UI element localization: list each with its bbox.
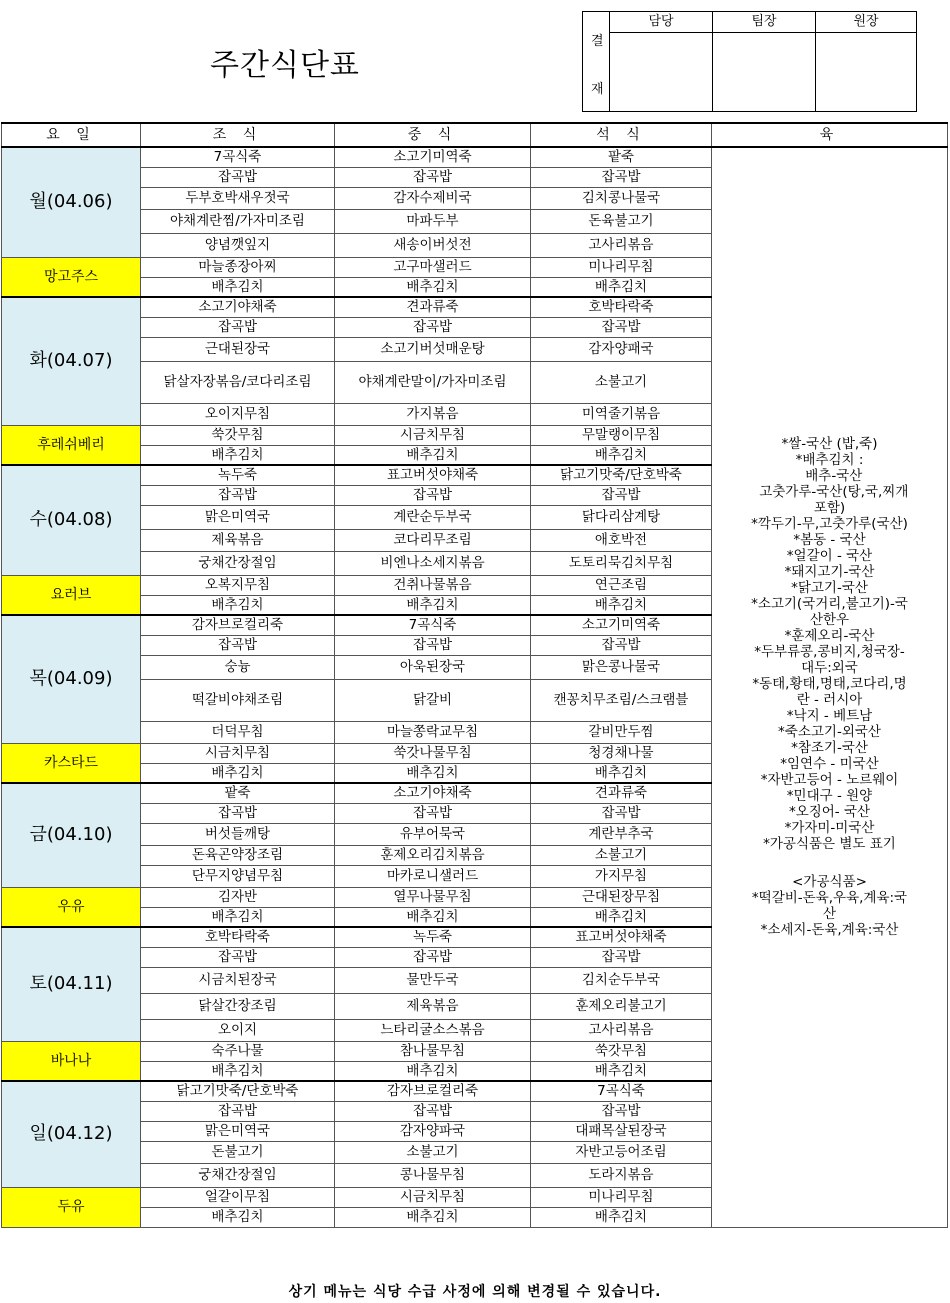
origin-note-line xyxy=(712,852,947,874)
breakfast-item: 잡곡밥 xyxy=(141,485,335,505)
breakfast-item: 배추김치 xyxy=(141,445,335,465)
breakfast-item: 궁채간장절임 xyxy=(141,551,335,575)
lunch-item: 야채계란말이/가자미조림 xyxy=(335,361,531,403)
lunch-item: 물만두국 xyxy=(335,967,531,993)
approval-col-leader xyxy=(713,12,816,111)
lunch-item: 소고기야채죽 xyxy=(335,783,531,803)
lunch-item: 콩나물무침 xyxy=(335,1163,531,1187)
approval-header: 담당 xyxy=(610,12,712,33)
lunch-item: 감자양파국 xyxy=(335,1121,531,1141)
lunch-item: 소고기버섯매운탕 xyxy=(335,337,531,361)
dinner-item: 배추김치 xyxy=(531,277,712,297)
dinner-item: 계란부추국 xyxy=(531,823,712,845)
dinner-item: 견과류죽 xyxy=(531,783,712,803)
origin-note-line: *민대구 - 원양 xyxy=(786,788,873,805)
origin-note-line: *동태,황태,명태,코다리,명 xyxy=(752,676,907,693)
dinner-item: 배추김치 xyxy=(531,1207,712,1227)
lunch-item: 마파두부 xyxy=(335,209,531,233)
approval-side-char: 결 xyxy=(591,34,604,49)
lunch-item: 제육볶음 xyxy=(335,993,531,1019)
dinner-item: 김치순두부국 xyxy=(531,967,712,993)
dinner-item: 잡곡밥 xyxy=(531,485,712,505)
breakfast-item: 야채계란찜/가자미조림 xyxy=(141,209,335,233)
dinner-item: 배추김치 xyxy=(531,595,712,615)
breakfast-item: 잡곡밥 xyxy=(141,947,335,967)
breakfast-item: 배추김치 xyxy=(141,1207,335,1227)
approval-col-staff xyxy=(610,12,713,111)
dinner-item: 연근조림 xyxy=(531,575,712,595)
dinner-item: 미나리무침 xyxy=(531,257,712,277)
breakfast-item: 제육볶음 xyxy=(141,529,335,551)
origin-note-line: *오징어- 국산 xyxy=(788,804,871,821)
lunch-item: 느타리굴소스볶음 xyxy=(335,1019,531,1041)
lunch-item: 가지볶음 xyxy=(335,403,531,425)
origin-note-line: *쌀-국산 (밥,죽) xyxy=(781,436,878,453)
breakfast-item: 버섯들깨탕 xyxy=(141,823,335,845)
lunch-item: 배추김치 xyxy=(335,907,531,927)
lunch-item: 7곡식죽 xyxy=(335,615,531,635)
dinner-item: 소고기미역죽 xyxy=(531,615,712,635)
origin-note-line: 산 xyxy=(822,906,837,923)
dinner-item: 훈제오리불고기 xyxy=(531,993,712,1019)
dinner-item: 잡곡밥 xyxy=(531,635,712,655)
dinner-item: 대패목살된장국 xyxy=(531,1121,712,1141)
col-header-dinner: 석 식 xyxy=(531,123,712,147)
origin-note-line: *자반고등어 - 노르웨이 xyxy=(760,772,899,789)
col-header-origin: 육 xyxy=(712,123,948,147)
approval-side-char: 재 xyxy=(591,82,604,97)
lunch-item: 잡곡밥 xyxy=(335,167,531,187)
dinner-item: 애호박전 xyxy=(531,529,712,551)
origin-note-line: *봄동 - 국산 xyxy=(793,532,866,549)
breakfast-item: 배추김치 xyxy=(141,907,335,927)
dinner-item: 김치콩나물국 xyxy=(531,187,712,209)
breakfast-item: 쑥갓무침 xyxy=(141,425,335,445)
lunch-item: 시금치무침 xyxy=(335,425,531,445)
breakfast-item: 오이지 xyxy=(141,1019,335,1041)
lunch-item: 감자브로컬리죽 xyxy=(335,1081,531,1101)
breakfast-item: 잡곡밥 xyxy=(141,803,335,823)
dinner-item: 갈비만두찜 xyxy=(531,721,712,743)
lunch-item: 소불고기 xyxy=(335,1141,531,1163)
lunch-item: 소고기미역죽 xyxy=(335,147,531,167)
dinner-item: 배추김치 xyxy=(531,445,712,465)
breakfast-item: 시금치무침 xyxy=(141,743,335,763)
dinner-item: 무말랭이무침 xyxy=(531,425,712,445)
breakfast-item: 떡갈비야채조림 xyxy=(141,679,335,721)
lunch-item: 잡곡밥 xyxy=(335,317,531,337)
snack-label: 후레쉬베리 xyxy=(2,425,141,465)
dinner-item: 청경채나물 xyxy=(531,743,712,763)
dinner-item: 캔꽁치무조림/스크램블 xyxy=(531,679,712,721)
breakfast-item: 김자반 xyxy=(141,887,335,907)
dinner-item: 도라지볶음 xyxy=(531,1163,712,1187)
lunch-item: 잡곡밥 xyxy=(335,947,531,967)
dinner-item: 배추김치 xyxy=(531,763,712,783)
breakfast-item: 닭살간장조림 xyxy=(141,993,335,1019)
lunch-item: 마카로니샐러드 xyxy=(335,865,531,887)
breakfast-item: 두부호박새우젓국 xyxy=(141,187,335,209)
dinner-item: 잡곡밥 xyxy=(531,1101,712,1121)
breakfast-item: 호박타락죽 xyxy=(141,927,335,947)
col-header-breakfast: 조 식 xyxy=(141,123,335,147)
breakfast-item: 닭고기맛죽/단호박죽 xyxy=(141,1081,335,1101)
snack-label: 두유 xyxy=(2,1187,141,1227)
breakfast-item: 오복지무침 xyxy=(141,575,335,595)
dinner-item: 배추김치 xyxy=(531,1061,712,1081)
lunch-item: 배추김치 xyxy=(335,1061,531,1081)
lunch-item: 배추김치 xyxy=(335,277,531,297)
menu-row xyxy=(2,147,948,167)
breakfast-item: 오이지무침 xyxy=(141,403,335,425)
origin-note-line: 고춧가루-국산(탕,국,찌개 xyxy=(750,484,909,501)
breakfast-item: 더덕무침 xyxy=(141,721,335,743)
origin-note-line: *소고기(국거리,불고기)-국 xyxy=(751,596,908,613)
origin-note-line: *가자미-미국산 xyxy=(784,820,875,837)
origin-note-line: *돼지고기-국산 xyxy=(784,564,875,581)
breakfast-item: 잡곡밥 xyxy=(141,635,335,655)
lunch-item: 마늘쫑락교무침 xyxy=(335,721,531,743)
approval-box xyxy=(582,11,917,112)
dinner-item: 고사리볶음 xyxy=(531,1019,712,1041)
lunch-item: 배추김치 xyxy=(335,445,531,465)
breakfast-item: 맑은미역국 xyxy=(141,1121,335,1141)
origin-note-line: *임연수 - 미국산 xyxy=(780,756,879,773)
breakfast-item: 배추김치 xyxy=(141,277,335,297)
dinner-item: 닭다리삼계탕 xyxy=(531,505,712,529)
lunch-item: 배추김치 xyxy=(335,595,531,615)
origin-note-line: 포함) xyxy=(813,500,846,517)
dinner-item: 미역줄기볶음 xyxy=(531,403,712,425)
lunch-item: 잡곡밥 xyxy=(335,485,531,505)
approval-header: 원장 xyxy=(816,12,916,33)
col-header-day: 요 일 xyxy=(2,123,141,147)
dinner-item: 표고버섯야채죽 xyxy=(531,927,712,947)
lunch-item: 쑥갓나물무침 xyxy=(335,743,531,763)
breakfast-item: 잡곡밥 xyxy=(141,1101,335,1121)
snack-label: 카스타드 xyxy=(2,743,141,783)
approval-side-label xyxy=(583,12,610,111)
dinner-item: 자반고등어조림 xyxy=(531,1141,712,1163)
day-label: 목(04.09) xyxy=(2,615,141,743)
lunch-item: 코다리무조림 xyxy=(335,529,531,551)
dinner-item: 소불고기 xyxy=(531,845,712,865)
day-label: 금(04.10) xyxy=(2,783,141,887)
day-label: 일(04.12) xyxy=(2,1081,141,1187)
lunch-item: 비엔나소세지볶음 xyxy=(335,551,531,575)
origin-note-line: 대두:외국 xyxy=(801,660,858,677)
lunch-item: 훈제오리김치볶음 xyxy=(335,845,531,865)
origin-note-line: *가공식품은 별도 표기 xyxy=(763,836,896,853)
lunch-item: 시금치무침 xyxy=(335,1187,531,1207)
lunch-item: 아욱된장국 xyxy=(335,655,531,679)
breakfast-item: 시금치된장국 xyxy=(141,967,335,993)
dinner-item: 잡곡밥 xyxy=(531,167,712,187)
origin-note-line: *얼갈이 - 국산 xyxy=(786,548,873,565)
lunch-item: 열무나물무침 xyxy=(335,887,531,907)
approval-col-director xyxy=(816,12,916,111)
dinner-item: 도토리묵김치무침 xyxy=(531,551,712,575)
breakfast-item: 얼갈이무침 xyxy=(141,1187,335,1207)
dinner-item: 배추김치 xyxy=(531,907,712,927)
dinner-item: 고사리볶음 xyxy=(531,233,712,257)
breakfast-item: 감자브로컬리죽 xyxy=(141,615,335,635)
lunch-item: 감자수제비국 xyxy=(335,187,531,209)
origin-note-line: 산한우 xyxy=(809,612,850,629)
dinner-item: 잡곡밥 xyxy=(531,317,712,337)
breakfast-item: 궁채간장절임 xyxy=(141,1163,335,1187)
dinner-item: 잡곡밥 xyxy=(531,947,712,967)
breakfast-item: 잡곡밥 xyxy=(141,317,335,337)
origin-note-line: *깍두기-무,고춧가루(국산) xyxy=(751,516,908,533)
dinner-item: 감자양패국 xyxy=(531,337,712,361)
breakfast-item: 돈육곤약장조림 xyxy=(141,845,335,865)
snack-label: 우유 xyxy=(2,887,141,927)
origin-note-line: *닭고기-국산 xyxy=(791,580,868,597)
day-label: 수(04.08) xyxy=(2,465,141,575)
lunch-item: 잡곡밥 xyxy=(335,803,531,823)
breakfast-item: 단무지양념무침 xyxy=(141,865,335,887)
dinner-item: 잡곡밥 xyxy=(531,803,712,823)
origin-note-line: *죽소고기-외국산 xyxy=(778,724,881,741)
origin-note-line: 란 - 러시아 xyxy=(796,692,863,709)
dinner-item: 가지무침 xyxy=(531,865,712,887)
origin-note-line: *참조기-국산 xyxy=(791,740,868,757)
lunch-item: 계란순두부국 xyxy=(335,505,531,529)
origin-note-line: *훈제오리-국산 xyxy=(784,628,875,645)
col-header-lunch: 중 식 xyxy=(335,123,531,147)
breakfast-item: 양념깻잎지 xyxy=(141,233,335,257)
breakfast-item: 소고기야채죽 xyxy=(141,297,335,317)
origin-notes xyxy=(712,147,948,1227)
dinner-item: 돈육불고기 xyxy=(531,209,712,233)
origin-note-line: *떡갈비-돈육,우육,계육:국 xyxy=(751,890,908,907)
lunch-item: 건취나물볶음 xyxy=(335,575,531,595)
page-title: 주간식단표 xyxy=(210,48,360,83)
approval-header: 팀장 xyxy=(713,12,815,33)
breakfast-item: 숭늉 xyxy=(141,655,335,679)
lunch-item: 녹두죽 xyxy=(335,927,531,947)
dinner-item: 7곡식죽 xyxy=(531,1081,712,1101)
dinner-item: 호박타락죽 xyxy=(531,297,712,317)
dinner-item: 소불고기 xyxy=(531,361,712,403)
snack-label: 바나나 xyxy=(2,1041,141,1081)
lunch-item: 배추김치 xyxy=(335,1207,531,1227)
origin-note-line: *배추김치 : xyxy=(795,452,864,469)
lunch-item: 유부어묵국 xyxy=(335,823,531,845)
breakfast-item: 닭살자장볶음/코다리조림 xyxy=(141,361,335,403)
lunch-item: 새송이버섯전 xyxy=(335,233,531,257)
dinner-item: 팥죽 xyxy=(531,147,712,167)
dinner-item: 미나리무침 xyxy=(531,1187,712,1207)
breakfast-item: 배추김치 xyxy=(141,595,335,615)
dinner-item: 맑은콩나물국 xyxy=(531,655,712,679)
snack-label: 요러브 xyxy=(2,575,141,615)
breakfast-item: 배추김치 xyxy=(141,1061,335,1081)
breakfast-item: 잡곡밥 xyxy=(141,167,335,187)
dinner-item: 쑥갓무침 xyxy=(531,1041,712,1061)
snack-label: 망고주스 xyxy=(2,257,141,297)
lunch-item: 잡곡밥 xyxy=(335,635,531,655)
breakfast-item: 근대된장국 xyxy=(141,337,335,361)
breakfast-item: 녹두죽 xyxy=(141,465,335,485)
lunch-item: 닭갈비 xyxy=(335,679,531,721)
lunch-item: 배추김치 xyxy=(335,763,531,783)
origin-note-line: *낙지 - 베트남 xyxy=(786,708,873,725)
footer-note: 상기 메뉴는 식당 수급 사정에 의해 변경될 수 있습니다. xyxy=(288,1284,662,1300)
dinner-item: 근대된장무침 xyxy=(531,887,712,907)
breakfast-item: 마늘종장아찌 xyxy=(141,257,335,277)
lunch-item: 표고버섯야채죽 xyxy=(335,465,531,485)
origin-note-line: 배추-국산 xyxy=(796,468,863,485)
origin-note-line: *두부류콩,콩비지,청국장- xyxy=(754,644,905,661)
day-label: 월(04.06) xyxy=(2,147,141,257)
lunch-item: 잡곡밥 xyxy=(335,1101,531,1121)
dinner-item: 닭고기맛죽/단호박죽 xyxy=(531,465,712,485)
breakfast-item: 숙주나물 xyxy=(141,1041,335,1061)
lunch-item: 견과류죽 xyxy=(335,297,531,317)
lunch-item: 고구마샐러드 xyxy=(335,257,531,277)
day-label: 화(04.07) xyxy=(2,297,141,425)
breakfast-item: 7곡식죽 xyxy=(141,147,335,167)
lunch-item: 참나물무침 xyxy=(335,1041,531,1061)
breakfast-item: 맑은미역국 xyxy=(141,505,335,529)
day-label: 토(04.11) xyxy=(2,927,141,1041)
menu-table xyxy=(1,122,948,1228)
breakfast-item: 돈불고기 xyxy=(141,1141,335,1163)
origin-note-line: <가공식품> xyxy=(792,874,867,891)
origin-note-line: *소세지-돈육,계육:국산 xyxy=(760,922,899,939)
breakfast-item: 배추김치 xyxy=(141,763,335,783)
breakfast-item: 팥죽 xyxy=(141,783,335,803)
